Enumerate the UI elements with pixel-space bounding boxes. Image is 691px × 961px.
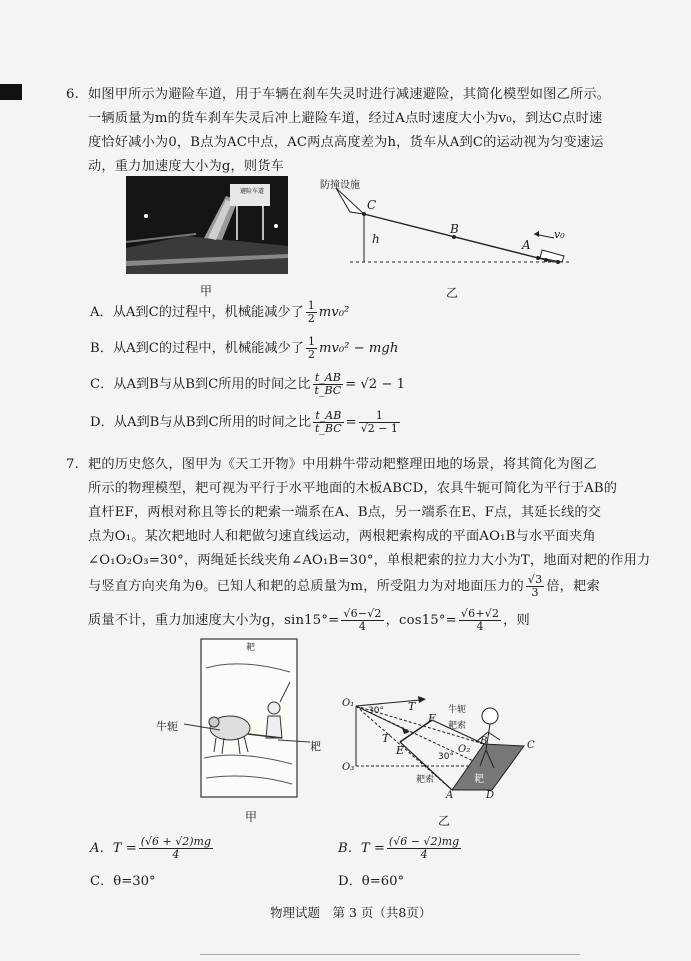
q7-option-d: D．θ=60° bbox=[338, 874, 405, 889]
label-C-7: C bbox=[527, 740, 535, 751]
label-F: F bbox=[428, 712, 436, 725]
q7-line-2: 所示的物理模型，耙可视为平行于水平地面的木板ABCD，农具牛轭可简化为平行于AB的 bbox=[88, 481, 618, 496]
q7-line-7: 质量不计，重力加速度大小为g，sin15°= $\frac{√6-√2}{4}$ ，cos15°= $\frac{√6+√2}{4}$ ，则 bbox=[88, 607, 530, 633]
label-angle-30-bottom: 30° bbox=[438, 752, 454, 762]
q7-number: 7. bbox=[66, 457, 79, 472]
q6-line-2: 一辆质量为m的货车刹车失灵后冲上避险车道，经过A点时速度大小为v₀，到达C点时速 bbox=[88, 111, 603, 126]
label-A-7: A bbox=[446, 790, 454, 801]
q7-force-diagram bbox=[340, 686, 540, 806]
q7-line-6: 与竖直方向夹角为θ。已知人和耙的总质量为m，所受阻力为对地面压力的 $\frac{√3}{3}$ 倍，耙索 bbox=[88, 573, 600, 599]
q7-fig-yi-caption: 乙 bbox=[438, 814, 451, 828]
q7-line-4: 点为O₁。某次耙地时人和耙做匀速直线运动，两根耙索构成的平面AO₁B与水平面夹角 bbox=[88, 529, 596, 544]
label-angle-30-top: 30° bbox=[368, 706, 384, 716]
label-D-7: D bbox=[486, 790, 495, 801]
label-C: C bbox=[367, 198, 377, 212]
q6-option-a: A．从A到C的过程中，机械能减少了 $\frac{1}{2}$ mv₀² bbox=[90, 299, 350, 325]
q6-fig-jia-caption: 甲 bbox=[200, 284, 213, 298]
label-rope-bottom: 耙索 bbox=[416, 775, 435, 785]
q7-option-b: B．T = $\frac{(√6 - √2)mg}{4}$ bbox=[338, 835, 460, 861]
q6-line-1: 如图甲所示为避险车道，用于车辆在刹车失灵时进行减速避险，其简化模型如图乙所示。 bbox=[88, 87, 611, 102]
q7-option-a: A．T = $\frac{(√6 + √2)mg}{4}$ bbox=[90, 835, 212, 861]
label-O1: O₁ bbox=[342, 698, 355, 709]
label-T1: T bbox=[408, 700, 416, 713]
label-rope-top: 耙索 bbox=[448, 721, 467, 731]
label-h: h bbox=[372, 232, 380, 246]
leader-lines bbox=[180, 720, 320, 750]
q7-option-c: C．θ=30° bbox=[90, 874, 156, 889]
label-A: A bbox=[522, 238, 531, 252]
label-O3: O₃ bbox=[342, 762, 355, 773]
label-facility: 防撞设施 bbox=[320, 180, 360, 191]
q7-line-5: ∠O₁O₂O₃=30°，两绳延长线夹角∠AO₁B=30°，单根耙索的拉力大小为T，地面对耙的作用力 bbox=[88, 553, 651, 568]
q7-line-1: 耙的历史悠久，图甲为《天工开物》中用耕牛带动耙整理田地的场景，将其简化为图乙 bbox=[88, 457, 597, 472]
label-yoke-jia: 牛轭 bbox=[156, 720, 178, 733]
label-T2: T bbox=[382, 732, 390, 745]
label-v0: v₀ bbox=[554, 228, 565, 241]
label-top-harrow: 耙 bbox=[246, 643, 256, 653]
bottom-rule bbox=[200, 954, 580, 955]
binding-mark bbox=[0, 84, 22, 100]
label-harrow-jia: 耙 bbox=[310, 740, 321, 753]
q6-option-b: B．从A到C的过程中，机械能减少了 $\frac{1}{2}$ mv₀² − mgh bbox=[90, 335, 399, 361]
q6-option-d: D．从A到B与从B到C所用的时间之比 $\frac{t\_AB}{t\_BC}$ = $\frac{1}{√2 - 1}$ bbox=[90, 409, 398, 435]
label-yoke-yi: 牛轭 bbox=[448, 705, 467, 715]
label-harrow-yi: 耙 bbox=[474, 774, 484, 785]
q6-fig-yi-caption: 乙 bbox=[446, 286, 459, 300]
q6-number: 6. bbox=[66, 87, 79, 102]
q6-photo bbox=[126, 176, 288, 274]
q6-line-3: 度恰好减小为0，B点为AC中点，AC两点高度差为h，货车从A到C的运动视为匀变速运 bbox=[88, 135, 604, 150]
label-B: B bbox=[450, 222, 459, 236]
sign-text: 避险车道 bbox=[240, 188, 265, 195]
label-E: E bbox=[396, 744, 405, 757]
q6-line-4: 动，重力加速度大小为g，则货车 bbox=[88, 159, 285, 174]
q6-option-c: C．从A到B与从B到C所用的时间之比 $\frac{t\_AB}{t\_BC}$ = √2 − 1 bbox=[90, 371, 406, 397]
q7-fig-jia-caption: 甲 bbox=[245, 810, 258, 824]
q7-woodcut-illustration bbox=[200, 638, 298, 798]
page-footer: 物理试题 第 3 页（共8页） bbox=[270, 905, 432, 920]
q7-line-3: 直杆EF，两根对称且等长的耙索一端系在A、B点，另一端系在E、F点，其延长线的交 bbox=[88, 505, 602, 520]
label-O2: O₂ bbox=[458, 744, 471, 755]
label-B-7: B bbox=[480, 736, 488, 747]
